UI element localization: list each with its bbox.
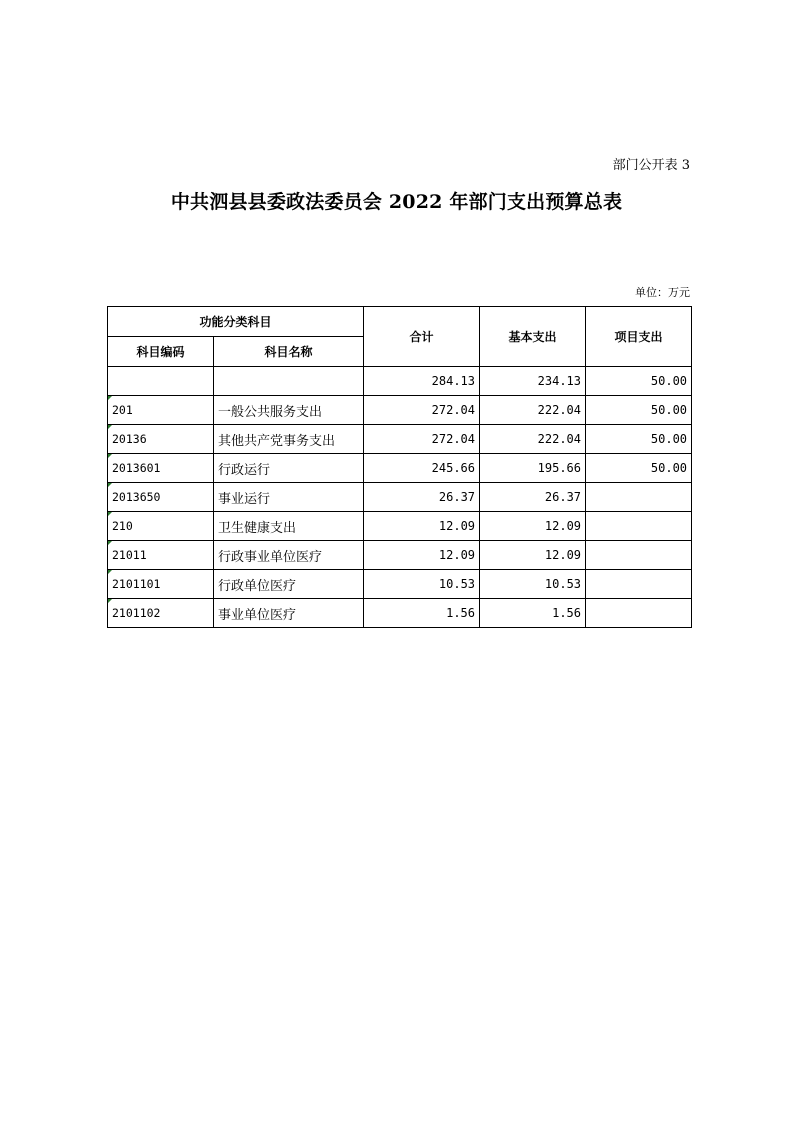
table-row <box>108 512 692 541</box>
cell-code-text: 21011 <box>112 548 147 562</box>
table-row <box>108 425 692 454</box>
cell-total: 272.04 <box>364 396 480 425</box>
cell-name: 事业单位医疗 <box>214 599 364 628</box>
cell-name <box>214 367 364 396</box>
cell-project <box>586 483 692 512</box>
cell-name: 行政运行 <box>214 454 364 483</box>
cell-basic: 12.09 <box>480 541 586 570</box>
cell-project: 50.00 <box>586 367 692 396</box>
cell-name: 行政事业单位医疗 <box>214 541 364 570</box>
cell-total: 12.09 <box>364 541 480 570</box>
cell-code-text: 2013601 <box>112 461 161 475</box>
cell-code-text: 210 <box>112 519 133 533</box>
cell-project <box>586 570 692 599</box>
cell-project <box>586 541 692 570</box>
cell-code <box>108 454 214 483</box>
cell-code <box>108 512 214 541</box>
cell-basic: 234.13 <box>480 367 586 396</box>
cell-code <box>108 541 214 570</box>
cell-total: 245.66 <box>364 454 480 483</box>
cell-basic: 12.09 <box>480 512 586 541</box>
budget-table <box>107 306 692 628</box>
cell-code-text: 20136 <box>112 432 147 446</box>
cell-marker-icon <box>108 483 112 487</box>
cell-basic: 26.37 <box>480 483 586 512</box>
table-row <box>108 454 692 483</box>
cell-name: 一般公共服务支出 <box>214 396 364 425</box>
table-row <box>108 483 692 512</box>
cell-code-text: 2013650 <box>112 490 161 504</box>
table-header <box>108 307 692 367</box>
cell-project <box>586 512 692 541</box>
header-function-category: 功能分类科目 <box>108 307 364 337</box>
header-basic-expenditure: 基本支出 <box>480 307 586 367</box>
cell-project <box>586 599 692 628</box>
doc-code: 部门公开表 3 <box>612 158 690 173</box>
cell-code <box>108 599 214 628</box>
cell-marker-icon <box>108 512 112 516</box>
cell-total: 12.09 <box>364 512 480 541</box>
header-total: 合计 <box>364 307 480 367</box>
table-row <box>108 599 692 628</box>
table-row <box>108 396 692 425</box>
cell-code <box>108 367 214 396</box>
cell-project: 50.00 <box>586 425 692 454</box>
table-row <box>108 541 692 570</box>
cell-project: 50.00 <box>586 454 692 483</box>
header-subject-name: 科目名称 <box>214 337 364 367</box>
cell-basic: 222.04 <box>480 425 586 454</box>
unit-label: 单位：万元 <box>635 286 690 299</box>
cell-marker-icon <box>108 599 112 603</box>
table-row <box>108 570 692 599</box>
cell-name: 卫生健康支出 <box>214 512 364 541</box>
table-row <box>108 367 692 396</box>
cell-code <box>108 396 214 425</box>
cell-marker-icon <box>108 541 112 545</box>
header-subject-code: 科目编码 <box>108 337 214 367</box>
cell-name: 事业运行 <box>214 483 364 512</box>
cell-total: 284.13 <box>364 367 480 396</box>
cell-basic: 195.66 <box>480 454 586 483</box>
cell-code <box>108 483 214 512</box>
cell-code <box>108 570 214 599</box>
cell-code-text: 201 <box>112 403 133 417</box>
cell-code <box>108 425 214 454</box>
cell-marker-icon <box>108 454 112 458</box>
cell-project: 50.00 <box>586 396 692 425</box>
cell-basic: 10.53 <box>480 570 586 599</box>
cell-total: 1.56 <box>364 599 480 628</box>
cell-total: 26.37 <box>364 483 480 512</box>
cell-name: 其他共产党事务支出 <box>214 425 364 454</box>
cell-basic: 1.56 <box>480 599 586 628</box>
cell-total: 10.53 <box>364 570 480 599</box>
cell-total: 272.04 <box>364 425 480 454</box>
cell-name: 行政单位医疗 <box>214 570 364 599</box>
header-project-expenditure: 项目支出 <box>586 307 692 367</box>
cell-code-text: 2101101 <box>112 577 161 591</box>
table-body <box>108 367 692 628</box>
cell-basic: 222.04 <box>480 396 586 425</box>
page-title: 中共泗县县委政法委员会 2022 年部门支出预算总表 <box>170 191 623 213</box>
cell-code-text: 2101102 <box>112 606 161 620</box>
cell-marker-icon <box>108 570 112 574</box>
cell-marker-icon <box>108 425 112 429</box>
cell-marker-icon <box>108 396 112 400</box>
